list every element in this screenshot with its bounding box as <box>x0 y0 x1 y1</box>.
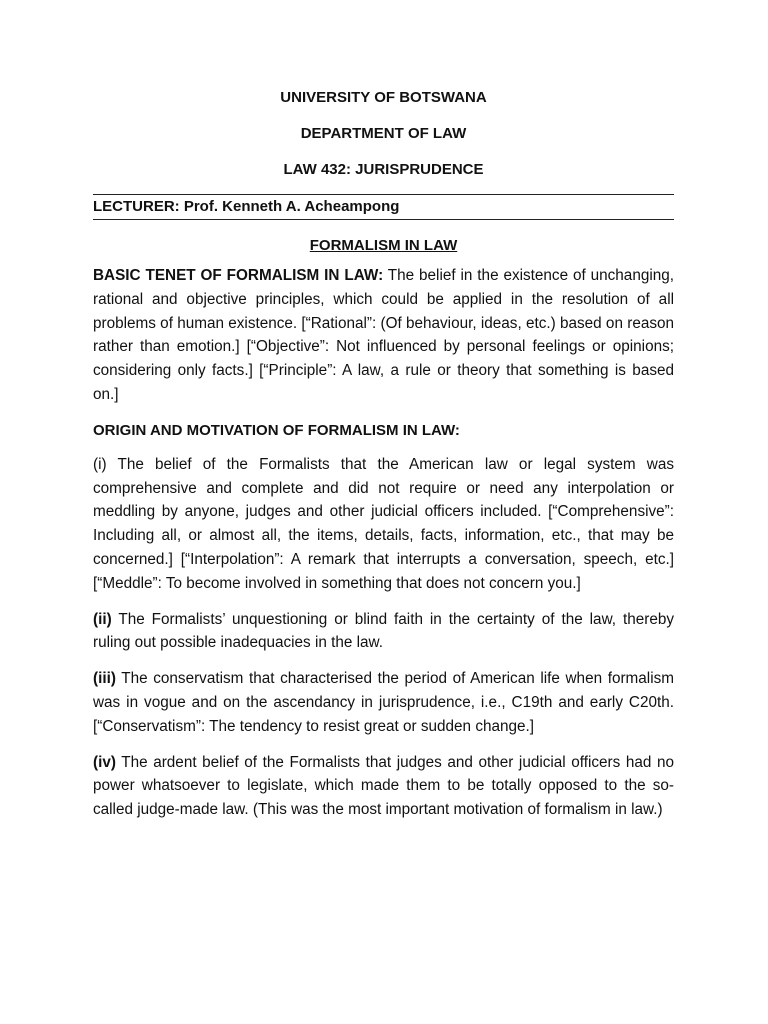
tenet-paragraph <box>93 264 674 407</box>
origin-heading: ORIGIN AND MOTIVATION OF FORMALISM IN LAW: <box>93 421 460 439</box>
department-heading: DEPARTMENT OF LAW <box>300 125 467 142</box>
point-iv-marker: (iv) <box>93 753 116 771</box>
point-i-marker: (i) <box>93 455 107 473</box>
document-page <box>93 86 674 834</box>
point-ii-paragraph <box>93 608 674 656</box>
point-iii-text: The conservatism that characterised the period of American life when formalism was in vogue and on the ascendancy in jurisprudence, i.e., C19th and early C20th. [“Conservatism”: The tendency to resist great or sudden change.] <box>93 670 674 735</box>
point-i-paragraph <box>93 453 674 596</box>
university-heading: UNIVERSITY OF BOTSWANA <box>280 89 487 106</box>
point-iv-text: The ardent belief of the Formalists that judges and other judicial officers had no power whatsoever to legislate, which made them to be totally opposed to the so-called judge-made law. (This was the most important motivation of formalism in law.) <box>93 753 674 819</box>
point-ii-text: The Formalists’ unquestioning or blind faith in the certainty of the law, thereby ruling out possible inadequacies in the law. <box>93 610 674 652</box>
tenet-label: BASIC TENET OF FORMALISM IN LAW: <box>93 267 384 284</box>
tenet-text: The belief in the existence of unchanging, rational and objective principles, which could be applied in the resolution of all problems of human existence. [“Rational”: (Of behaviour, ideas, etc.) based on reason rather than emotion.] [“Objective”: Not influenced by personal feelings or opinions; considering only facts.] [“Principle”: A law, a rule or theory that something is based on.] <box>93 267 674 403</box>
point-iii-marker: (iii) <box>93 670 116 688</box>
point-iii-paragraph <box>93 667 674 738</box>
lecturer-line: LECTURER: Prof. Kenneth A. Acheampong <box>93 194 674 220</box>
point-i-text: The belief of the Formalists that the American law or legal system was comprehensive and complete and did not require or need any interpolation or meddling by anyone, judges and other judicial officers included. [“Comprehensive”: Including all, or almost all, the items, details, facts, information, etc., that may be concerned.] [“Interpolation”: A remark that interrupts a conversation, speech, etc.] [“Meddle”: To become involved in something that does not concern you.] <box>93 455 674 592</box>
point-ii-marker: (ii) <box>93 610 112 628</box>
point-iv-paragraph <box>93 751 674 822</box>
topic-title: FORMALISM IN LAW <box>309 237 458 254</box>
course-heading: LAW 432: JURISPRUDENCE <box>283 161 484 178</box>
